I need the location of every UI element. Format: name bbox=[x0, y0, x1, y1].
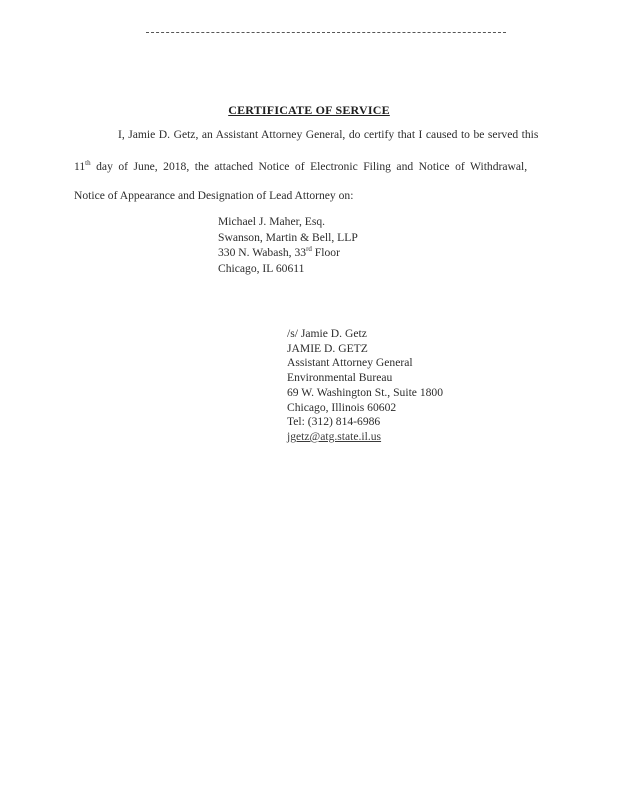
electronic-signature: /s/ Jamie D. Getz bbox=[287, 327, 367, 340]
service-day: 11 bbox=[74, 160, 86, 173]
top-divider bbox=[146, 32, 506, 33]
signer-city: Chicago, Illinois 60602 bbox=[287, 400, 397, 414]
recipient-city: Chicago, IL 60611 bbox=[218, 261, 305, 275]
document-title: CERTIFICATE OF SERVICE bbox=[228, 103, 390, 117]
signer-address: 69 W. Washington St., Suite 1800 bbox=[287, 385, 444, 399]
recipient-address-block bbox=[218, 214, 358, 276]
signer-name: JAMIE D. GETZ bbox=[287, 341, 368, 355]
recipient-firm: Swanson, Martin & Bell, LLP bbox=[218, 230, 358, 244]
signature-block bbox=[287, 327, 443, 445]
floor-suffix: rd bbox=[306, 245, 312, 254]
street-number: 330 N. Wabash, 33 bbox=[218, 246, 307, 259]
recipient-name: Michael J. Maher, Esq. bbox=[218, 215, 326, 228]
body-line-1: I, Jamie D. Getz, an Assistant Attorney General, do certify that I caused to be served this bbox=[118, 128, 539, 141]
body-line-3: Notice of Appearance and Designation of Lead Attorney on: bbox=[74, 189, 354, 202]
signer-bureau: Environmental Bureau bbox=[287, 371, 393, 385]
body-line-2-text: day of June, 2018, the attached Notice of Electronic Filing and Notice of Withdrawal, bbox=[90, 160, 528, 173]
signer-phone: Tel: (312) 814-6986 bbox=[287, 415, 381, 429]
body-line-2 bbox=[74, 160, 527, 173]
signer-email-link[interactable]: jgetz@atg.state.il.us bbox=[287, 429, 382, 443]
signer-role: Assistant Attorney General bbox=[287, 356, 413, 370]
recipient-street bbox=[218, 245, 358, 261]
day-suffix: th bbox=[85, 159, 91, 168]
street-floor: Floor bbox=[311, 246, 340, 259]
